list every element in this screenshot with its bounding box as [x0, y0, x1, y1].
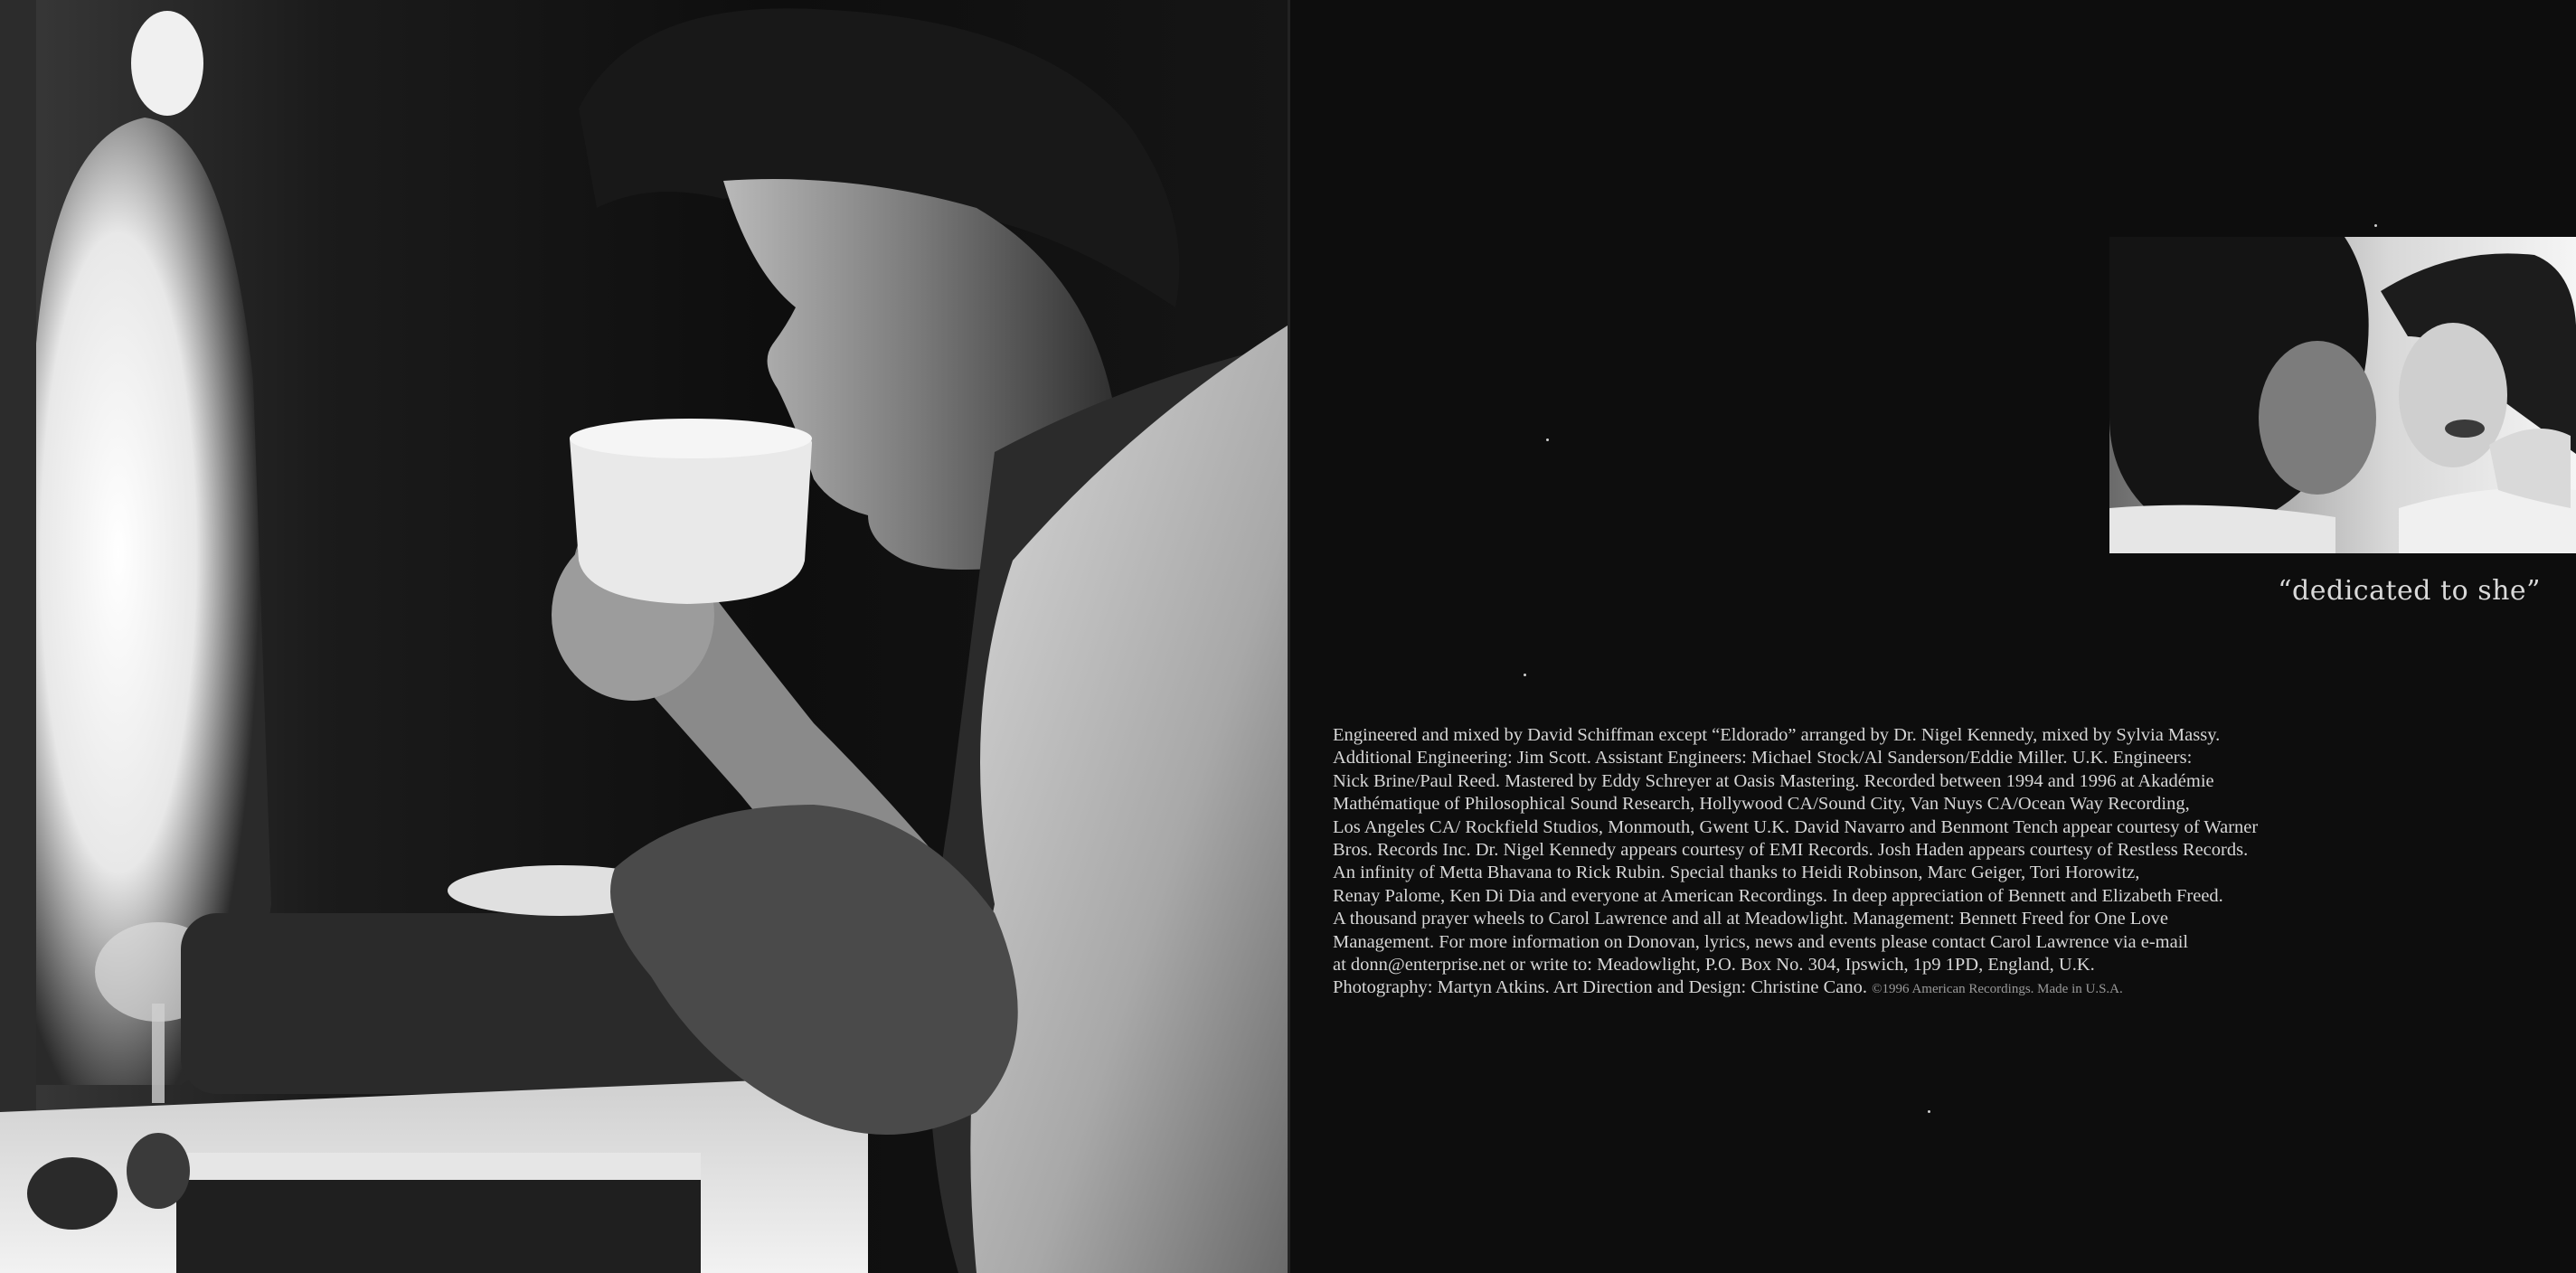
credits-line: Renay Palome, Ken Di Dia and everyone at American Recordings. In deep appreciation of Bennett and Elizabeth Freed. [1333, 885, 2223, 906]
credits-line: An infinity of Metta Bhavana to Rick Rubin. Special thanks to Heidi Robinson, Marc Geiger, Tori Horowitz, [1333, 863, 2140, 883]
copyright-notice: ©1996 American Recordings. Made in U.S.A. [1872, 982, 2123, 997]
credits-block [1333, 724, 2544, 1002]
credits-page [1290, 0, 2576, 1273]
inset-photo-couple [2109, 237, 2576, 553]
dust-speck [1524, 674, 1526, 676]
dust-speck [2374, 224, 2377, 227]
credits-line: A thousand prayer wheels to Carol Lawrence and all at Meadowlight. Management: Bennett Freed for One Love [1333, 909, 2168, 929]
credits-line: Management. For more information on Donovan, lyrics, news and events please contact Carol Lawrence via e-mail [1333, 931, 2189, 952]
dust-speck [1546, 438, 1549, 441]
dust-speck [1928, 1110, 1930, 1113]
photography-design-credit: Photography: Martyn Atkins. Art Direction and Design: Christine Cano. [1333, 977, 1868, 998]
credits-line: Nick Brine/Paul Reed. Mastered by Eddy Schreyer at Oasis Mastering. Recorded between 1994 and 1996 at Akadémie [1333, 770, 2214, 791]
credits-line: at donn@enterprise.net or write to: Meadowlight, P.O. Box No. 304, Ipswich, 1p9 1PD, England, U.K. [1333, 955, 2095, 976]
dedication-text: “dedicated to she” [2278, 575, 2541, 607]
credits-line: Bros. Records Inc. Dr. Nigel Kennedy appears courtesy of EMI Records. Josh Haden appears courtesy of Restless Records. [1333, 840, 2249, 861]
credits-line: Los Angeles CA/ Rockfield Studios, Monmouth, Gwent U.K. David Navarro and Benmont Tench appear courtesy of Warner [1333, 816, 2259, 837]
credits-line: Engineered and mixed by David Schiffman except “Eldorado” arranged by Dr. Nigel Kennedy, mixed by Sylvia Massy. [1333, 725, 2221, 745]
credits-last-line [1333, 976, 2544, 1001]
credits-line: Additional Engineering: Jim Scott. Assistant Engineers: Michael Stock/Al Sanderson/Eddie Miller. U.K. Engineers: [1333, 748, 2193, 769]
inset-photo-illustration [2109, 237, 2576, 553]
credits-line: Mathématique of Philosophical Sound Research, Hollywood CA/Sound City, Van Nuys CA/Ocean Way Recording, [1333, 794, 2190, 815]
